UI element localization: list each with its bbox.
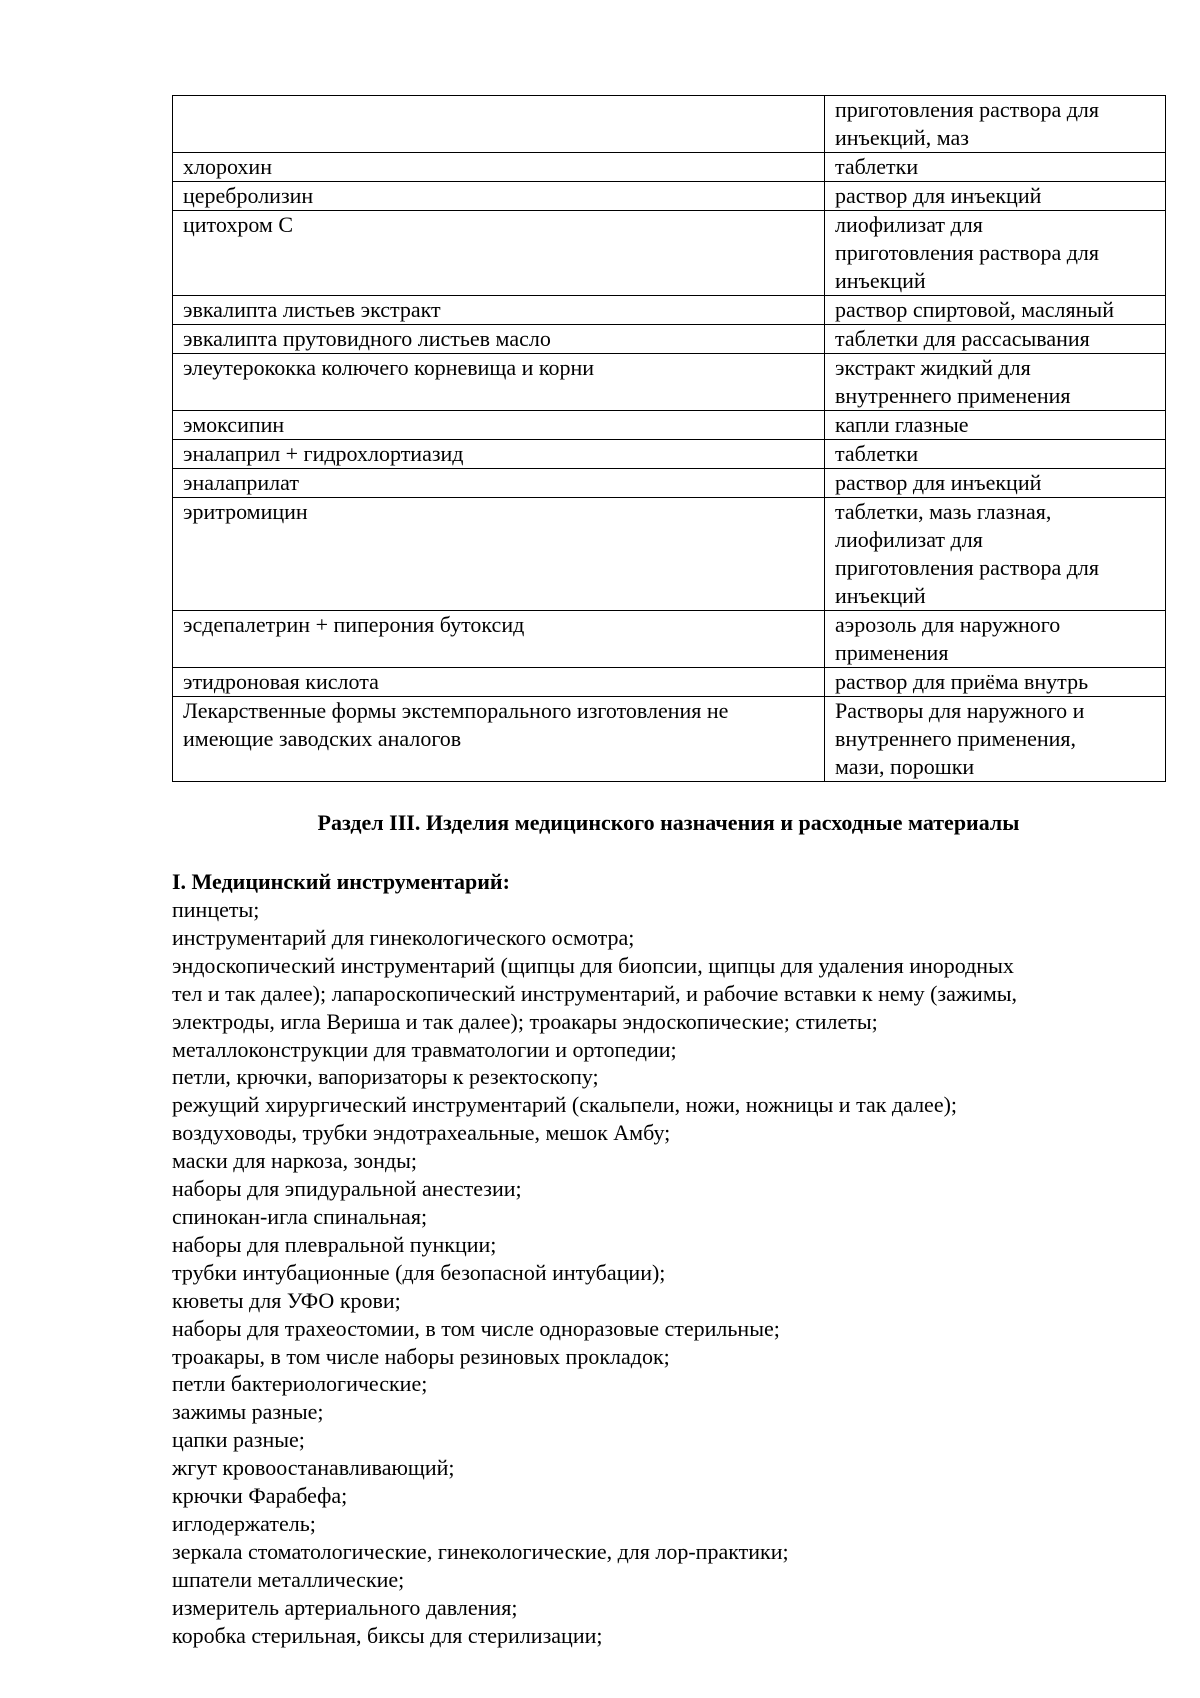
- list-item: воздуховоды, трубки эндотрахеальные, мешок Амбу;: [172, 1120, 671, 1146]
- dosage-form-cell: раствор спиртовой, масляный: [825, 296, 1166, 325]
- drug-name-cell: Лекарственные формы экстемпорального изготовления не имеющие заводских аналогов: [173, 697, 825, 782]
- list-item: цапки разные;: [172, 1427, 305, 1453]
- dosage-form-cell: приготовления раствора для инъекций, маз: [825, 96, 1166, 153]
- list-item: трубки интубационные (для безопасной интубации);: [172, 1259, 666, 1285]
- list-item: наборы для эпидуральной анестезии;: [172, 1176, 522, 1202]
- list-item: кюветы для УФО крови;: [172, 1287, 401, 1313]
- drug-name-cell: эналаприл + гидрохлортиазид: [173, 440, 825, 469]
- table-row: [173, 296, 1166, 325]
- drug-name-cell: эвкалипта прутовидного листьев масло: [173, 325, 825, 354]
- dosage-form-cell: Растворы для наружного и внутреннего применения, мази, порошки: [825, 697, 1166, 782]
- section-title: Раздел III. Изделия медицинского назначения и расходные материалы: [317, 810, 1020, 835]
- table-row: [173, 469, 1166, 498]
- list-item: шпатели металлические;: [172, 1566, 405, 1592]
- dosage-form-cell: экстракт жидкий для внутреннего применения: [825, 354, 1166, 411]
- table-row: [173, 440, 1166, 469]
- list-item: металлоконструкции для травматологии и ортопедии;: [172, 1036, 677, 1062]
- instrument-list: [172, 896, 1172, 1649]
- list-item: коробка стерильная, биксы для стерилизации;: [172, 1622, 603, 1648]
- drug-name-cell: хлорохин: [173, 153, 825, 182]
- drug-name-cell: эналаприлат: [173, 469, 825, 498]
- table-row: [173, 668, 1166, 697]
- list-item: зеркала стоматологические, гинекологические, для лор-практики;: [172, 1538, 789, 1564]
- dosage-form-cell: лиофилизат для приготовления раствора для инъекций: [825, 211, 1166, 296]
- list-item: инструментарий для гинекологического осмотра;: [172, 924, 635, 950]
- dosage-form-cell: таблетки для рассасывания: [825, 325, 1166, 354]
- drug-name-cell: эмоксипин: [173, 411, 825, 440]
- table-row: [173, 96, 1166, 153]
- dosage-form-cell: раствор для инъекций: [825, 182, 1166, 211]
- list-item: измеритель артериального давления;: [172, 1594, 518, 1620]
- list-item: троакары, в том числе наборы резиновых прокладок;: [172, 1343, 670, 1369]
- list-item: наборы для трахеостомии, в том числе одноразовые стерильные;: [172, 1315, 780, 1341]
- list-item: спинокан-игла спинальная;: [172, 1203, 428, 1229]
- subheading-medical-instruments: I. Медицинский инструментарий:: [172, 869, 510, 894]
- dosage-form-cell: таблетки: [825, 153, 1166, 182]
- table-row: [173, 411, 1166, 440]
- drug-table-body: [173, 96, 1166, 782]
- dosage-form-cell: аэрозоль для наружного применения: [825, 611, 1166, 668]
- list-item: маски для наркоза, зонды;: [172, 1148, 418, 1174]
- list-item: жгут кровоостанавливающий;: [172, 1455, 455, 1481]
- drug-name-cell: цитохром С: [173, 211, 825, 296]
- list-item: наборы для плевральной пункции;: [172, 1231, 497, 1257]
- drug-name-cell: церебролизин: [173, 182, 825, 211]
- table-row: [173, 153, 1166, 182]
- drug-name-cell: эритромицин: [173, 498, 825, 611]
- list-item: пинцеты;: [172, 897, 260, 922]
- drug-name-cell: этидроновая кислота: [173, 668, 825, 697]
- table-row: [173, 697, 1166, 782]
- list-item: петли бактериологические;: [172, 1371, 428, 1397]
- table-row: [173, 211, 1166, 296]
- table-row: [173, 325, 1166, 354]
- drug-name-cell: эвкалипта листьев экстракт: [173, 296, 825, 325]
- dosage-form-cell: раствор для приёма внутрь: [825, 668, 1166, 697]
- table-row: [173, 498, 1166, 611]
- dosage-form-cell: таблетки, мазь глазная, лиофилизат для приготовления раствора для инъекций: [825, 498, 1166, 611]
- list-item: петли, крючки, вапоризаторы к резектоскопу;: [172, 1064, 599, 1090]
- drug-name-cell: [173, 96, 825, 153]
- table-row: [173, 611, 1166, 668]
- list-item: крючки Фарабефа;: [172, 1483, 348, 1509]
- drug-name-cell: эсдепалетрин + пиперония бутоксид: [173, 611, 825, 668]
- dosage-form-cell: капли глазные: [825, 411, 1166, 440]
- list-item: эндоскопический инструментарий (щипцы для биопсии, щипцы для удаления инородных тел и так далее); лапароскопический инструментарий, и рабочие вставки к нему (зажимы, электроды, игла Вериша и так далее); троакары эндоскопические; стилеты;: [172, 952, 1018, 1034]
- dosage-form-cell: таблетки: [825, 440, 1166, 469]
- drug-table: [172, 95, 1166, 782]
- list-item: зажимы разные;: [172, 1399, 324, 1425]
- table-row: [173, 354, 1166, 411]
- list-item: режущий хирургический инструментарий (скальпели, ножи, ножницы и так далее);: [172, 1092, 958, 1118]
- dosage-form-cell: раствор для инъекций: [825, 469, 1166, 498]
- table-row: [173, 182, 1166, 211]
- drug-name-cell: элеутерококка колючего корневища и корни: [173, 354, 825, 411]
- list-item: иглодержатель;: [172, 1510, 316, 1536]
